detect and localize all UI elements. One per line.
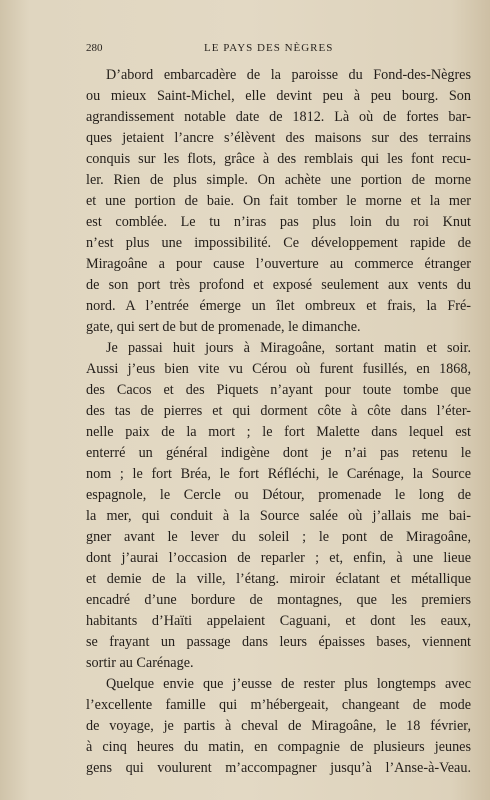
body-text bbox=[86, 65, 471, 779]
text-line: nom ; le fort Bréa, le fort Réfléchi, le Carénage, la Source bbox=[86, 466, 471, 482]
text-line: ques jetaient l’ancre s’élèvent des maisons sur des terrains bbox=[86, 130, 471, 146]
text-line: encadré d’une bordure de montagnes, que les premiers bbox=[86, 592, 471, 608]
text-line: est comblée. Le tu n’iras pas plus loin du roi Knut bbox=[86, 214, 471, 230]
text-line: de voyage, je partis à cheval de Miragoâne, le 18 février, bbox=[86, 718, 471, 734]
page-number: 280 bbox=[86, 42, 103, 54]
text-line: D’abord embarcadère de la paroisse du Fond-des-Nègres bbox=[106, 67, 471, 83]
text-line: gens qui voulurent m’accompagner jusqu’à l’Anse-à-Veau. bbox=[86, 760, 471, 776]
text-line: de son port très profond et exposé seulement aux vents du bbox=[86, 277, 471, 293]
text-line: Miragoâne a pour cause l’ouverture au commerce étranger bbox=[86, 256, 471, 272]
text-line: à cinq heures du matin, en compagnie de plusieurs jeunes bbox=[86, 739, 471, 755]
text-line: gate, qui sert de but de promenade, le dimanche. bbox=[86, 319, 361, 335]
text-line: ler. Rien de plus simple. On achète une portion de morne bbox=[86, 172, 471, 188]
text-line: gner avant le lever du soleil ; le pont de Miragoâne, bbox=[86, 529, 471, 545]
text-line: des tas de pierres et qui dorment côte à côte dans l’éter- bbox=[86, 403, 471, 419]
text-line: ou mieux Saint-Michel, elle devint peu à peu bourg. Son bbox=[86, 88, 471, 104]
text-line: Je passai huit jours à Miragoâne, sortant matin et soir. bbox=[106, 340, 471, 356]
text-line: agrandissement notable date de 1812. Là où de fortes bar- bbox=[86, 109, 471, 125]
text-line: conquis sur les flots, grâce à des remblais qui les font recu- bbox=[86, 151, 471, 167]
text-line: la mer, qui conduit à la Source salée où j’allais me bai- bbox=[86, 508, 471, 524]
text-line: nord. A l’entrée émerge un îlet ombreux et frais, la Fré- bbox=[86, 298, 471, 314]
text-line: espagnole, le Cercle ou Détour, promenade le long de bbox=[86, 487, 471, 503]
page-header bbox=[86, 42, 471, 58]
text-line: l’excellente famille qui m’hébergeait, changeant de mode bbox=[86, 697, 471, 713]
text-line: nelle paix de la mort ; le fort Malette dans lequel est bbox=[86, 424, 471, 440]
text-line: et une portion de baie. On fait tomber le morne et la mer bbox=[86, 193, 471, 209]
text-line: sortir au Carénage. bbox=[86, 655, 194, 671]
text-line: Aussi j’eus bien vite vu Cérou où furent fusillés, en 1868, bbox=[86, 361, 471, 377]
text-line: et demie de la ville, l’étang. miroir éclatant et métallique bbox=[86, 571, 471, 587]
running-title: LE PAYS DES NÈGRES bbox=[204, 42, 334, 54]
text-line: des Cacos et des Piquets n’ayant pour toute tombe que bbox=[86, 382, 471, 398]
text-line: enterré un général indigène dont je n’ai pas retenu le bbox=[86, 445, 471, 461]
text-line: Quelque envie que j’eusse de rester plus longtemps avec bbox=[106, 676, 471, 692]
text-line: n’est plus une impossibilité. Ce développement rapide de bbox=[86, 235, 471, 251]
text-line: habitants d’Haïti appelaient Caguani, et dont les eaux, bbox=[86, 613, 471, 629]
text-line: dont j’aurai l’occasion de reparler ; et, enfin, à une lieue bbox=[86, 550, 471, 566]
text-line: se frayant un passage dans leurs épaisses bases, viennent bbox=[86, 634, 471, 650]
